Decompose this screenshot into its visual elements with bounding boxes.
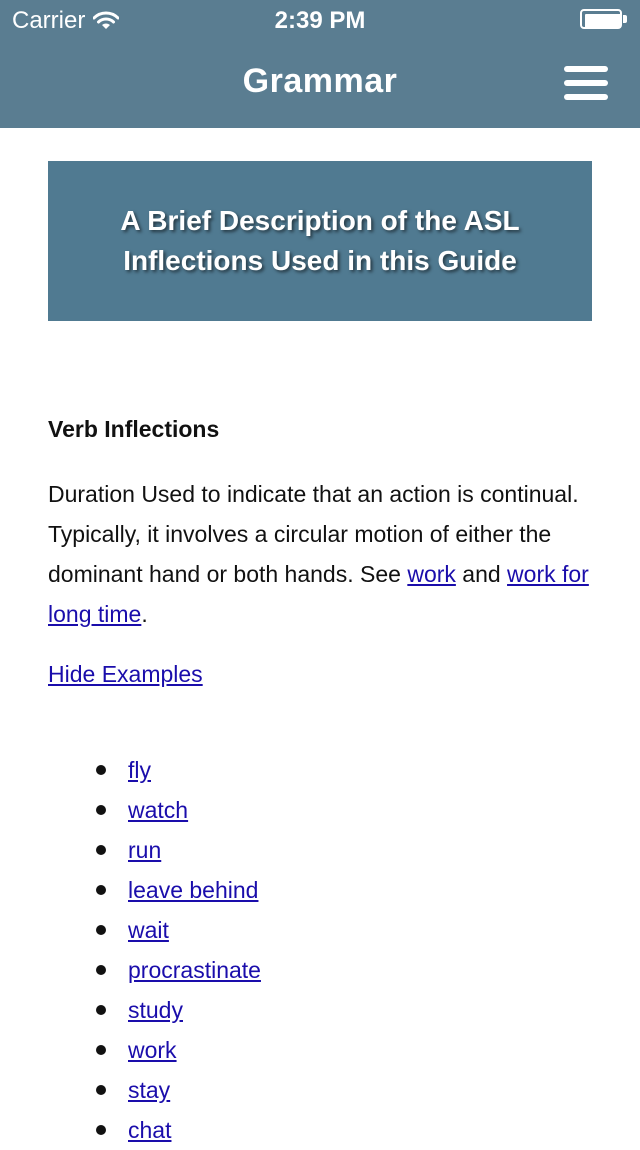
work-link[interactable]: work [407, 561, 456, 587]
list-item [80, 750, 261, 790]
example-link-fly[interactable]: fly [128, 757, 151, 783]
example-link-watch[interactable]: watch [128, 797, 189, 823]
list-item [80, 990, 261, 1030]
description-text: Duration Used to indicate that an action is continual. Typically, it involves a circular motion of either the dominant hand or both hands. See [48, 481, 579, 587]
example-link-chat[interactable]: chat [128, 1117, 172, 1143]
page-title: Grammar [242, 62, 398, 100]
section-banner [48, 161, 592, 321]
section-heading: Verb Inflections [48, 416, 220, 442]
bullet-icon [96, 1085, 106, 1095]
bullet-icon [96, 765, 106, 775]
list-item [80, 1030, 261, 1070]
list-item [80, 1070, 261, 1110]
list-item [80, 910, 261, 950]
example-link-work[interactable]: work [128, 1037, 177, 1063]
banner-title: A Brief Description of the ASL Inflections Used in this Guide [120, 205, 520, 276]
example-link-stay[interactable]: stay [128, 1077, 171, 1103]
description-text-end: . [141, 601, 148, 627]
example-link-study[interactable]: study [128, 997, 183, 1023]
bullet-icon [96, 925, 106, 935]
bullet-icon [96, 1005, 106, 1015]
bullet-icon [96, 805, 106, 815]
top-header [0, 0, 640, 128]
example-link-run[interactable]: run [128, 837, 162, 863]
bullet-icon [96, 965, 106, 975]
status-bar [0, 0, 640, 40]
bullet-icon [96, 845, 106, 855]
example-link-wait[interactable]: wait [128, 917, 169, 943]
battery-icon [580, 9, 628, 31]
example-link-procrastinate[interactable]: procrastinate [128, 957, 261, 983]
work-for-long-time-link[interactable]: work for long time [48, 561, 589, 627]
list-item [80, 830, 261, 870]
description-paragraph [48, 474, 592, 634]
list-item [80, 870, 261, 910]
bullet-icon [96, 885, 106, 895]
list-item [80, 1110, 261, 1150]
status-time: 2:39 PM [274, 7, 366, 34]
example-link-leave-behind[interactable]: leave behind [128, 877, 259, 903]
carrier-label: Carrier [12, 7, 86, 34]
bullet-icon [96, 1045, 106, 1055]
main-content [48, 412, 592, 694]
list-item [80, 950, 261, 990]
examples-list [80, 750, 261, 1150]
description-text-and: and [455, 561, 508, 587]
hide-examples-link[interactable]: Hide Examples [48, 661, 203, 687]
hamburger-icon[interactable] [564, 66, 608, 72]
menu-button[interactable] [564, 66, 608, 100]
list-item [80, 790, 261, 830]
bullet-icon [96, 1125, 106, 1135]
